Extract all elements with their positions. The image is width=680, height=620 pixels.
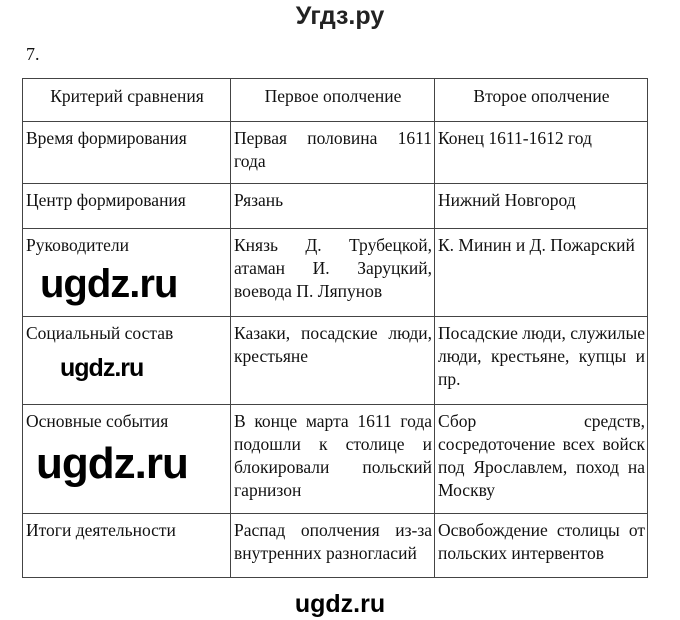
first-militia-cell: Рязань [231, 184, 435, 229]
criterion-cell: Время формирования [23, 122, 231, 184]
watermark: ugdz.ru [36, 439, 188, 488]
second-militia-cell: Сбор средств, сосредоточение всех войск под Ярославлем, поход на Москву [435, 405, 648, 514]
second-militia-cell: К. Минин и Д. Пожарский [435, 229, 648, 317]
table-row [23, 514, 648, 578]
header-criterion: Критерий сравнения [23, 79, 231, 122]
first-militia-cell: В конце марта 1611 года подошли к столице и блокировали польский гарнизон [231, 405, 435, 514]
watermark: ugdz.ru [60, 354, 144, 382]
watermark: ugdz.ru [40, 262, 178, 306]
comparison-table [22, 78, 648, 578]
second-militia-cell: Конец 1611-1612 год [435, 122, 648, 184]
header-first-militia: Первое ополчение [231, 79, 435, 122]
second-militia-cell: Посадские люди, служилые люди, крестьяне, купцы и пр. [435, 317, 648, 405]
criterion-cell: Основные события [23, 405, 231, 514]
first-militia-cell: Распад ополчения из-за внутренних разногласий [231, 514, 435, 578]
table-header-row [23, 79, 648, 122]
table-row [23, 122, 648, 184]
criterion-cell: Центр формирования [23, 184, 231, 229]
footer-watermark: ugdz.ru [294, 590, 386, 618]
criterion-cell: Руководители [23, 229, 231, 317]
first-militia-cell: Казаки, посадские люди, крестьяне [231, 317, 435, 405]
task-number: 7. [26, 44, 40, 64]
first-militia-cell: Князь Д. Трубецкой, атаман И. Заруцкий, воевода П. Ляпунов [231, 229, 435, 317]
criterion-cell: Итоги деятельности [23, 514, 231, 578]
criterion-cell: Социальный состав [23, 317, 231, 405]
second-militia-cell: Освобождение столицы от польских интервентов [435, 514, 648, 578]
table-row [23, 184, 648, 229]
second-militia-cell: Нижний Новгород [435, 184, 648, 229]
first-militia-cell: Первая половина 1611 года [231, 122, 435, 184]
site-title: Угдз.ру [295, 2, 385, 30]
header-second-militia: Второе ополчение [435, 79, 648, 122]
